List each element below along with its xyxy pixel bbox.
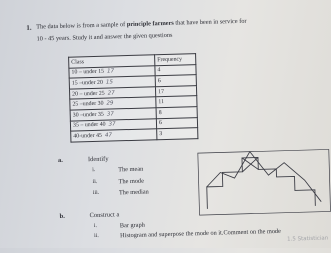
question-text-line2: 10 - 45 years. Study it and answer the given questions xyxy=(36,31,173,43)
part-b-item-bar-graph: Bar graph xyxy=(119,221,145,230)
class-label: 10 – under 15 xyxy=(71,69,105,76)
frequency-cell: 8 xyxy=(156,107,197,119)
question-text-line1 xyxy=(36,18,246,31)
class-cell xyxy=(71,129,157,142)
handwritten-note: 47 xyxy=(104,132,113,139)
handwritten-note: 37 xyxy=(108,121,116,128)
part-a-item-mean: The mean xyxy=(118,165,144,174)
histogram-sketch xyxy=(196,145,331,217)
page-footer-stamp: 1.5 Statistician xyxy=(287,235,329,243)
part-b-item-histogram: Histogram and superpose the mode on it.Comment on the mode xyxy=(120,227,282,240)
question-text-bold: principle farmers xyxy=(126,19,174,29)
class-label: 25 –under 30 xyxy=(72,100,104,108)
frequency-cell: 17 xyxy=(155,85,196,97)
class-label: 35 – under 40 xyxy=(72,122,106,129)
class-label: 30 –under 35 xyxy=(72,111,104,119)
class-label: 15 –under 20 xyxy=(71,79,104,87)
handwritten-note: 27 xyxy=(107,89,115,97)
handwritten-note: 15 xyxy=(105,79,113,86)
part-a-roman-1: i. xyxy=(92,166,96,174)
question-number: 1. xyxy=(26,23,32,32)
part-a-title: Identify xyxy=(87,155,109,164)
frequency-cell: 4 xyxy=(155,64,196,76)
part-b-label: b. xyxy=(59,212,65,220)
frequency-table xyxy=(68,53,198,142)
table-row xyxy=(71,128,198,142)
frequency-cell: 6 xyxy=(155,75,196,87)
frequency-header: Frequency xyxy=(155,54,196,66)
class-label: 20 – under 25 xyxy=(72,90,105,98)
part-a-roman-3: iii. xyxy=(92,189,100,197)
part-a-label: a. xyxy=(57,156,63,165)
frequency-cell: 11 xyxy=(156,96,197,108)
part-a-item-median: The median xyxy=(118,188,149,197)
class-header: Class xyxy=(69,55,155,68)
question-text-prefix: The data below is from a sample of xyxy=(36,21,127,31)
handwritten-note: 37 xyxy=(106,111,114,118)
question-text-suffix: that have been in service for xyxy=(175,17,247,27)
part-a-item-mode: The mode xyxy=(118,177,145,186)
frequency-cell: 6 xyxy=(156,117,197,129)
handwritten-note: 29 xyxy=(106,100,114,107)
part-b-roman-2: ii. xyxy=(94,232,99,240)
handwritten-note: 17 xyxy=(107,68,115,76)
part-b-roman-1: i. xyxy=(93,222,97,230)
frequency-cell: 3 xyxy=(157,128,198,140)
part-a-roman-2: ii. xyxy=(92,178,98,186)
part-b-title: Construct a xyxy=(89,211,120,220)
class-label: 40-under 45 xyxy=(73,132,103,140)
